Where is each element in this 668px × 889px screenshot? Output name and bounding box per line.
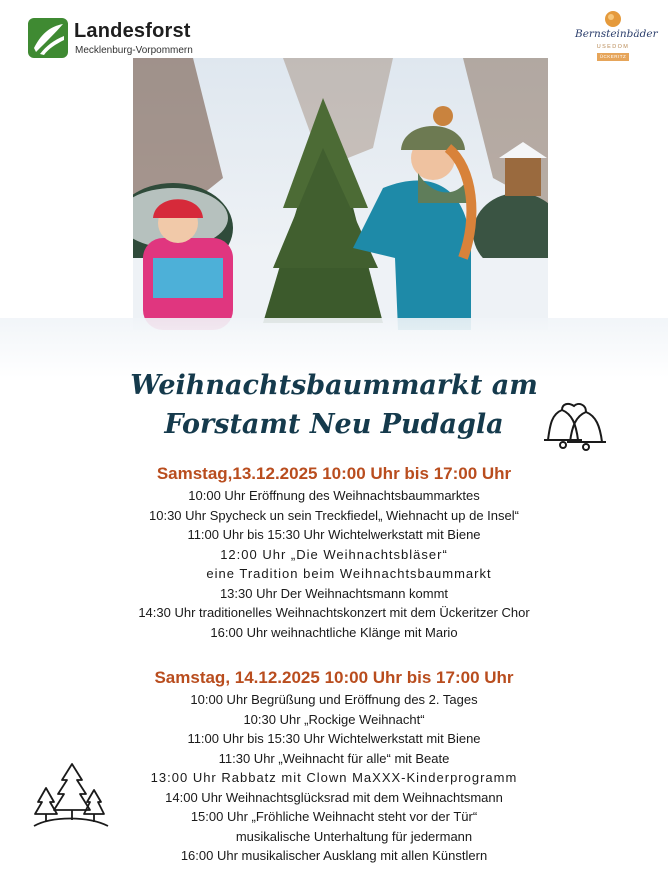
- day-2-heading: Samstag, 14.12.2025 10:00 Uhr bis 17:00 Uhr: [154, 668, 514, 687]
- program-item: 14:30 Uhr traditionelles Weihnachtskonzert mit dem Ückeritzer Chor: [138, 605, 530, 620]
- program-item: 12:00 Uhr „Die Weihnachtsbläser“: [220, 546, 448, 562]
- day-1-heading: Samstag,13.12.2025 10:00 Uhr bis 17:00 Uhr: [156, 464, 512, 483]
- partner-badge: ÜCKERITZ: [597, 53, 629, 61]
- trees-icon: [32, 760, 110, 830]
- program-item: 10:00 Uhr Eröffnung des Weihnachtsbaummarktes: [188, 488, 480, 503]
- christmas-tree-photo: [133, 58, 548, 330]
- program-item: 10:00 Uhr Begrüßung und Eröffnung des 2. Tages: [190, 692, 478, 707]
- program-item: 16:00 Uhr musikalischer Ausklang mit allen Künstlern: [180, 848, 488, 863]
- bernstein-logo: [575, 8, 658, 68]
- brand-name: Landesforst: [74, 20, 191, 42]
- landesforst-logo-icon: [28, 18, 68, 58]
- program-item: 11:00 Uhr bis 15:30 Uhr Wichtelwerkstatt mit Biene: [187, 527, 481, 542]
- program-item: 11:00 Uhr bis 15:30 Uhr Wichtelwerkstatt mit Biene: [187, 731, 481, 746]
- day-1-section: [0, 462, 668, 642]
- program-item: musikalische Unterhaltung für jedermann: [235, 828, 473, 844]
- program-item: 13:30 Uhr Der Weihnachtsmann kommt: [219, 585, 449, 601]
- partner-region: USEDOM: [596, 44, 630, 50]
- bells-icon: [538, 398, 608, 454]
- program-item: 14:00 Uhr Weihnachtsglücksrad mit dem Weihnachtsmann: [165, 789, 503, 805]
- partner-name: Bernsteinbäder: [575, 28, 658, 40]
- program-item: 10:30 Uhr Spycheck un sein Treckfiedel„ Wiehnacht up de Insel“: [149, 507, 519, 523]
- program-item: 10:30 Uhr „Rockige Weihnacht“: [243, 711, 425, 727]
- program-item: 11:30 Uhr „Weihnacht für alle“ mit Beate: [218, 750, 450, 766]
- program-item: 15:00 Uhr „Fröhliche Weihnacht steht vor der Tür“: [190, 809, 478, 824]
- title-line-1: Weihnachtsbaummarkt am: [130, 370, 538, 401]
- program-item: 13:00 Uhr Rabbatz mit Clown MaXXX-Kinderprogramm: [150, 770, 518, 785]
- program-item: 16:00 Uhr weihnachtliche Klänge mit Mario: [210, 624, 458, 640]
- snow-fade: [0, 318, 668, 378]
- brand-subtitle: Mecklenburg-Vorpommern: [75, 45, 193, 56]
- bernstein-logo-icon: [603, 8, 623, 28]
- program-item: eine Tradition beim Weihnachtsbaummarkt: [206, 566, 492, 581]
- title-line-2: Forstamt Neu Pudagla: [164, 409, 504, 440]
- landesforst-logo: [28, 18, 238, 60]
